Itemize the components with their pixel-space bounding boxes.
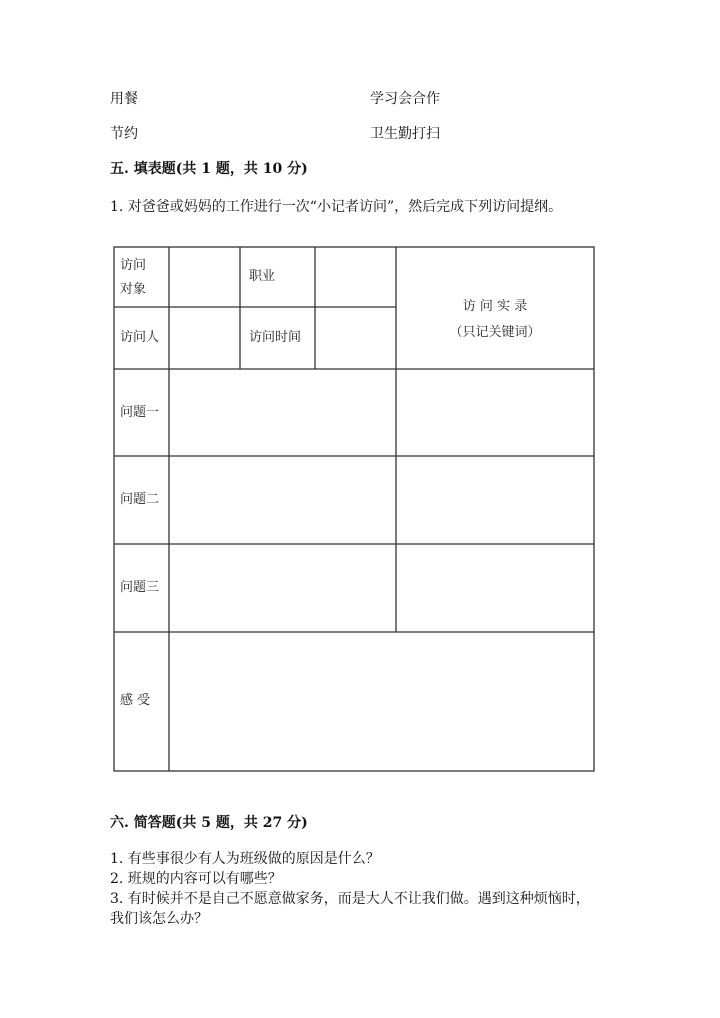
cell-subject-line2: 对象 — [120, 282, 147, 297]
section-6-question-3-line1: 3. 有时候并不是自己不愿意做家务，而是大人不让我们做。遇到这种烦恼时， — [110, 891, 590, 907]
cell-question-3: 问题三 — [120, 580, 160, 595]
cell-interview-time: 访问时间 — [249, 330, 302, 345]
section-6-question-1: 1. 有些事很少有人为班级做的原因是什么？ — [110, 851, 380, 867]
cell-occupation: 职业 — [249, 269, 276, 284]
cell-question-1: 问题一 — [120, 405, 160, 420]
section-6-question-2: 2. 班规的内容可以有哪些？ — [110, 871, 282, 887]
habit-cleaning: 卫生勤打扫 — [370, 126, 440, 142]
cell-interviewer: 访问人 — [120, 330, 160, 345]
cell-record-note: （只记关键词） — [449, 325, 541, 340]
section-5-title: 五. 填表题(共 1 题，共 10 分) — [110, 161, 308, 177]
cell-feelings: 感 受 — [120, 693, 151, 708]
section-5-question-1: 1. 对爸爸或妈妈的工作进行一次“小记者访问”，然后完成下列访问提纲。 — [110, 199, 563, 215]
section-6-question-3-line2: 我们该怎么办？ — [110, 911, 208, 927]
interview-table — [113, 246, 595, 772]
cell-record-title: 访 问 实 录 — [462, 299, 528, 314]
cell-subject-line1: 访问 — [120, 258, 147, 273]
habit-saving: 节约 — [110, 126, 138, 142]
cell-question-2: 问题二 — [120, 492, 160, 507]
habit-cooperation: 学习会合作 — [370, 91, 440, 107]
section-6-title: 六. 简答题(共 5 题，共 27 分) — [110, 815, 308, 831]
habit-dining: 用餐 — [110, 91, 138, 107]
